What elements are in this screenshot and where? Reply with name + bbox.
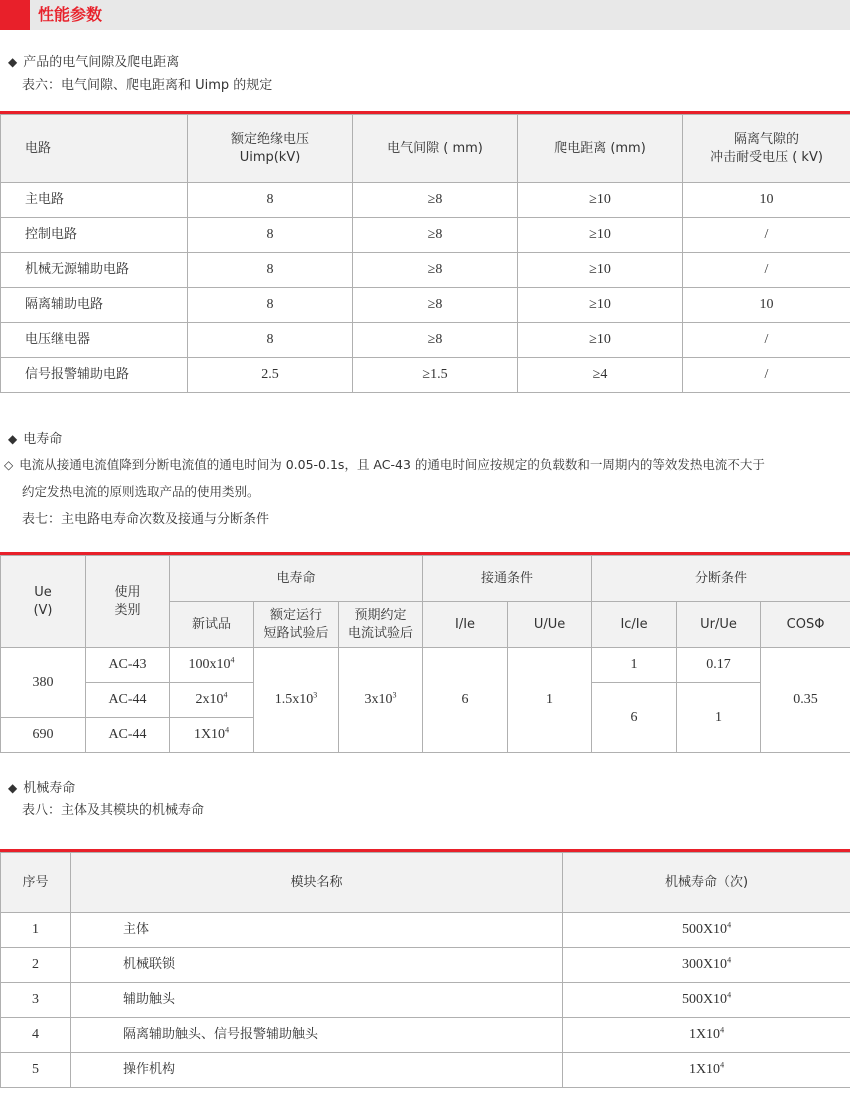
table8-caption: 表八：主体及其模块的机械寿命 — [22, 803, 205, 818]
table7-header-life: 电寿命 — [170, 556, 423, 602]
table7-header-category-l2: 类别 — [114, 602, 141, 618]
table-row — [1, 1018, 850, 1053]
table8-life-exp: 4 — [727, 920, 732, 930]
table6-header-uimp — [188, 115, 353, 183]
table8-no: 1 — [1, 913, 71, 948]
sec3-heading: 机械寿命 — [23, 781, 76, 796]
table7-cat: AC-44 — [86, 718, 170, 753]
section-title: 性能参数 — [38, 5, 103, 24]
table7-expect-exp: 3 — [392, 690, 397, 700]
table-row — [1, 183, 850, 218]
table7-header-rated — [254, 602, 339, 648]
table6-cell: ≥10 — [518, 183, 683, 218]
table-row — [1, 648, 850, 683]
header-accent-block — [0, 0, 30, 30]
table8-life — [563, 1018, 850, 1053]
table8-life-exp: 4 — [727, 990, 732, 1000]
table6-header-uimp-l1: 额定绝缘电压 — [230, 131, 309, 147]
table6-cell: ≥10 — [518, 218, 683, 253]
table7-rated-base: 1.5x10 — [274, 692, 314, 707]
table8-no: 3 — [1, 983, 71, 1018]
table6-cell: 2.5 — [188, 358, 353, 393]
table8-life-base: 1X10 — [688, 1062, 721, 1077]
table6-cell: / — [683, 358, 850, 393]
table8-life-base: 500X10 — [681, 992, 728, 1007]
sec2-para-line1 — [4, 456, 765, 474]
table7-cos: 0.35 — [761, 648, 850, 753]
table7-new-exp: 4 — [230, 655, 235, 665]
sec3-heading-line — [8, 779, 75, 798]
table-row — [1, 323, 850, 358]
table7-icie: 1 — [592, 648, 677, 683]
table6-cell: / — [683, 253, 850, 288]
table7-new — [170, 683, 254, 718]
table8-life — [563, 913, 850, 948]
table6-header-impulse-l2: 冲击耐受电压 ( kV) — [710, 149, 823, 165]
table7-rated-exp: 3 — [313, 690, 318, 700]
table6-cell: 10 — [683, 183, 850, 218]
table7-caption: 表七：主电路电寿命次数及接通与分断条件 — [22, 512, 270, 527]
table6-cell: 8 — [188, 323, 353, 358]
table6-cell: ≥8 — [353, 253, 518, 288]
table6-header-uimp-l2: Uimp(kV) — [239, 149, 301, 165]
table8-header-name: 模块名称 — [71, 853, 563, 913]
table7-header-uue: U/Ue — [508, 602, 592, 648]
table7-new-exp: 4 — [223, 690, 228, 700]
table7-header-expect-l2: 电流试验后 — [348, 625, 414, 641]
table-row — [1, 253, 850, 288]
sec2-para2: 约定发热电流的原则选取产品的使用类别。 — [22, 484, 260, 499]
table7-new-base: 2x10 — [195, 692, 224, 707]
sec1-heading: 产品的电气间隙及爬电距离 — [23, 55, 180, 70]
table-row — [1, 913, 850, 948]
table8 — [0, 852, 850, 1088]
table7-header-cos: COSΦ — [761, 602, 850, 648]
sec2-para1: 电流从接通电流值降到分断电流值的通电时间为 0.05-0.1s，且 AC-43 的通电时间应按规定的负载数和一周期内的等效发热电流不大于 — [19, 457, 765, 472]
table6-cell: ≥8 — [353, 218, 518, 253]
sec2-heading-line — [8, 430, 62, 449]
table6-cell: 机械无源辅助电路 — [1, 253, 188, 288]
table6-header-creepage: 爬电距离 (mm) — [518, 115, 683, 183]
table7-rated — [254, 648, 339, 753]
table7-cat: AC-43 — [86, 648, 170, 683]
table-row — [1, 948, 850, 983]
table7-ue-380: 380 — [1, 648, 86, 718]
table6-cell: ≥4 — [518, 358, 683, 393]
table-row — [1, 218, 850, 253]
diamond-filled-icon: ◆ — [8, 781, 18, 795]
table7-header-ile: I/Ie — [423, 602, 508, 648]
table7-header-category-l1: 使用 — [114, 584, 141, 600]
table8-life-base: 1X10 — [688, 1027, 721, 1042]
table8-no: 4 — [1, 1018, 71, 1053]
table7-header-urue: Ur/Ue — [677, 602, 761, 648]
table6-cell: ≥10 — [518, 288, 683, 323]
table6-cell: 10 — [683, 288, 850, 323]
table-row — [1, 358, 850, 393]
table7-ile: 6 — [423, 648, 508, 753]
table8-name: 操作机构 — [71, 1053, 563, 1088]
table7-cat: AC-44 — [86, 683, 170, 718]
section-header-band — [0, 0, 850, 30]
table7-header-ue-l2: (V) — [33, 602, 53, 618]
diamond-outline-icon: ◇ — [4, 458, 14, 472]
sec2-heading: 电寿命 — [23, 432, 63, 447]
table6-cell: ≥8 — [353, 288, 518, 323]
table7-new-exp: 4 — [225, 725, 230, 735]
table7-uue: 1 — [508, 648, 592, 753]
table6-cell: / — [683, 323, 850, 358]
table6-header-clearance: 电气间隙 ( mm) — [353, 115, 518, 183]
table7-ue-690: 690 — [1, 718, 86, 753]
table6-cell: 8 — [188, 218, 353, 253]
diamond-filled-icon: ◆ — [8, 55, 18, 69]
table6-cell: ≥8 — [353, 323, 518, 358]
table7-urue: 0.17 — [677, 648, 761, 683]
table6-header-impulse-l1: 隔离气隙的 — [733, 131, 799, 147]
table-row — [1, 288, 850, 323]
table7-header-expect — [339, 602, 423, 648]
table8-header-no: 序号 — [1, 853, 71, 913]
table7-new — [170, 648, 254, 683]
table6-cell: 控制电路 — [1, 218, 188, 253]
table8-name: 隔离辅助触头、信号报警辅助触头 — [71, 1018, 563, 1053]
table8-name: 机械联锁 — [71, 948, 563, 983]
table8-life-base: 300X10 — [681, 957, 728, 972]
table8-life — [563, 983, 850, 1018]
table7-expect — [339, 648, 423, 753]
table7-header-new: 新试品 — [170, 602, 254, 648]
table8-life-exp: 4 — [720, 1060, 725, 1070]
table6-cell: 8 — [188, 253, 353, 288]
table8-life — [563, 1053, 850, 1088]
table6-cell: 主电路 — [1, 183, 188, 218]
table7-header-rated-l2: 短路试验后 — [263, 625, 329, 641]
table6-cell: ≥10 — [518, 253, 683, 288]
table6-cell: 信号报警辅助电路 — [1, 358, 188, 393]
table7 — [0, 555, 850, 753]
table6-header-impulse — [683, 115, 850, 183]
table7-header-ue-l1: Ue — [34, 584, 52, 600]
table8-life-exp: 4 — [720, 1025, 725, 1035]
table6-cell: ≥1.5 — [353, 358, 518, 393]
table8-no: 5 — [1, 1053, 71, 1088]
table6-cell: ≥8 — [353, 183, 518, 218]
table-row — [1, 983, 850, 1018]
table8-no: 2 — [1, 948, 71, 983]
table7-header-ue — [1, 556, 86, 648]
table6-caption: 表六：电气间隙、爬电距离和 Uimp 的规定 — [22, 78, 273, 93]
table8-life-exp: 4 — [727, 955, 732, 965]
table7-icie: 6 — [592, 683, 677, 753]
table8-life-base: 500X10 — [681, 922, 728, 937]
table7-urue: 1 — [677, 683, 761, 753]
table6-cell: / — [683, 218, 850, 253]
table8-name: 辅助触头 — [71, 983, 563, 1018]
table7-header-make: 接通条件 — [423, 556, 592, 602]
table8-header-life: 机械寿命（次) — [563, 853, 850, 913]
table7-new-base: 100x10 — [188, 657, 231, 672]
sec1-heading-line — [8, 53, 179, 72]
table7-header-icie: Ic/Ie — [592, 602, 677, 648]
table7-new-base: 1X10 — [193, 727, 226, 742]
table6-cell: ≥10 — [518, 323, 683, 358]
table7-header-break: 分断条件 — [592, 556, 850, 602]
table8-name: 主体 — [71, 913, 563, 948]
table6-cell: 隔离辅助电路 — [1, 288, 188, 323]
table-row — [1, 1053, 850, 1088]
table7-new — [170, 718, 254, 753]
table6-cell: 8 — [188, 288, 353, 323]
table6-cell: 8 — [188, 183, 353, 218]
table8-life — [563, 948, 850, 983]
table7-header-expect-l1: 预期约定 — [354, 607, 407, 623]
table6-cell: 电压继电器 — [1, 323, 188, 358]
table7-expect-base: 3x10 — [364, 692, 393, 707]
table6-header-circuit: 电路 — [1, 115, 188, 183]
diamond-filled-icon: ◆ — [8, 432, 18, 446]
table6 — [0, 114, 850, 393]
table7-header-rated-l1: 额定运行 — [269, 607, 322, 623]
table7-header-category — [86, 556, 170, 648]
